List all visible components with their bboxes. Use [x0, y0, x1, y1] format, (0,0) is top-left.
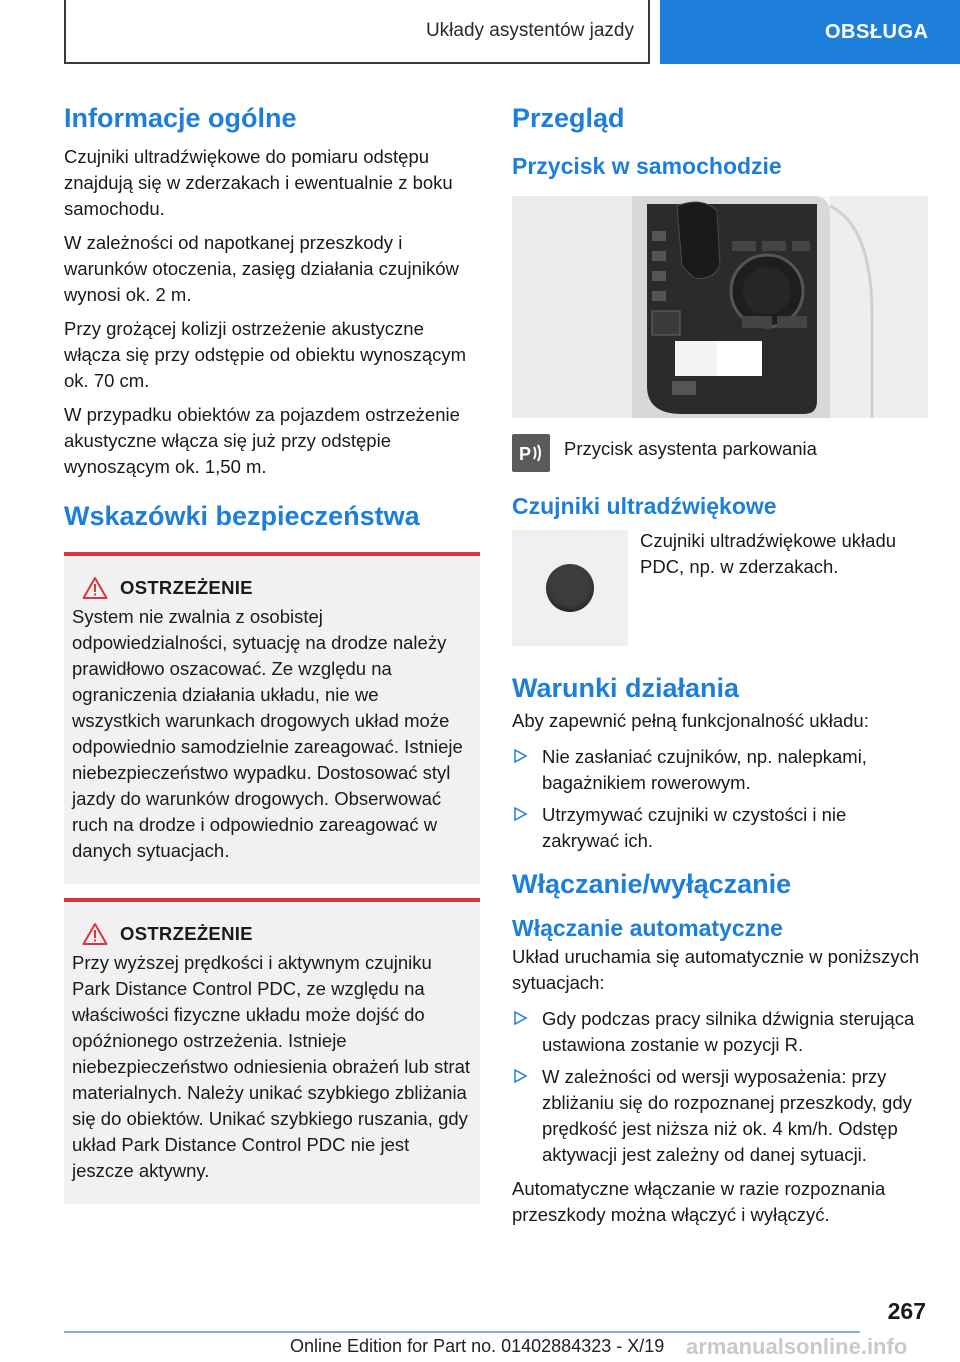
- sensors-text: Czujniki ultradźwiękowe układu PDC, np. w zderzakach.: [640, 530, 897, 577]
- heading-general: Informacje ogólne: [64, 103, 297, 133]
- paragraph-1: Czujniki ultradźwiękowe do pomiaru odstępu znajdują się w zderzakach i ewentualnie z boku samochodu.: [64, 146, 453, 219]
- warning-triangle-icon: [82, 576, 108, 600]
- page-number: 267: [887, 1298, 926, 1324]
- sensor-icon: [546, 564, 594, 612]
- triangle-bullet-icon: [512, 748, 528, 764]
- heading-overview: Przegląd: [512, 103, 625, 133]
- auto-list: [512, 1006, 928, 1168]
- list-item-text: Nie zasłaniać czujników, np. nalepkami, bagażnikiem rowerowym.: [542, 746, 867, 793]
- sensor-photo: [512, 530, 628, 646]
- warning-text: System nie zwalnia z osobistej odpowiedzialności, sytuację na drodze należy prawidłowo oszacować. Ze względu na ograniczenia działania układu, nie we wszystkich warunkach drogowych układ może odpowiednio samodzielnie zareagować. Istnieje niebezpieczeństwo wypadku. Dostosować styl jazdy do warunków drogowych. Obserwować ruch na drodze i odpowiednio zareagować w danych sytuacjach.: [72, 606, 463, 861]
- heading-conditions: Warunki działania: [512, 673, 740, 703]
- warning-box-2: [64, 898, 480, 1204]
- triangle-bullet-icon: [512, 1010, 528, 1026]
- conditions-list: [512, 744, 928, 854]
- list-item: [512, 744, 928, 796]
- warning-title: OSTRZEŻENIE: [120, 577, 253, 598]
- auto-outro: Automatyczne włączanie w razie rozpoznania przeszkody można włączyć i wyłączyć.: [512, 1178, 886, 1225]
- list-item: [512, 802, 928, 854]
- button-caption: Przycisk asystenta parkowania: [564, 438, 817, 459]
- header-chapter-tab: [660, 0, 960, 64]
- list-item: [512, 1064, 928, 1168]
- triangle-bullet-icon: [512, 806, 528, 822]
- auto-intro: Układ uruchamia się automatycznie w poniższych sytuacjach:: [512, 946, 920, 993]
- right-column: [512, 100, 928, 1236]
- warning-triangle-icon: [82, 922, 108, 946]
- list-item-text: Gdy podczas pracy silnika dźwignia sterująca ustawiona zostanie w pozycji R.: [542, 1008, 915, 1055]
- paragraph-2: W zależności od napotkanej przeszkody i warunków otoczenia, zasięg działania czujników wynosi ok. 2 m.: [64, 232, 459, 305]
- heading-button: Przycisk w samochodzie: [512, 153, 782, 179]
- heading-sensors: Czujniki ultradźwiękowe: [512, 493, 777, 519]
- paragraph-4: W przypadku obiektów za pojazdem ostrzeżenie akustyczne włącza się już przy odstępie wynoszącym ok. 1,50 m.: [64, 404, 460, 477]
- warning-title: OSTRZEŻENIE: [120, 923, 253, 944]
- conditions-intro: Aby zapewnić pełną funkcjonalność układu:: [512, 710, 869, 731]
- list-item-text: W zależności od wersji wyposażenia: przy zbliżaniu się do rozpoznanej przeszkody, gdy prędkość jest niższa niż ok. 4 km/h. Odstęp aktywacji jest zależny od danej sytuacji.: [542, 1066, 912, 1165]
- heading-safety: Wskazówki bezpieczeństwa: [64, 501, 420, 531]
- sensors-row: [512, 528, 928, 646]
- svg-text:P: P: [519, 444, 532, 464]
- warning-header: [72, 576, 472, 600]
- heading-onoff: Włączanie/wyłączanie: [512, 869, 792, 899]
- header-section-box: [64, 0, 650, 64]
- watermark: armanualsonline.info: [686, 1334, 908, 1359]
- park-assist-icon: [512, 434, 550, 472]
- button-caption-row: [512, 434, 928, 472]
- edition-text: Online Edition for Part no. 01402884323 - X/19: [290, 1336, 665, 1356]
- warning-text: Przy wyższej prędkości i aktywnym czujniku Park Distance Control PDC, ze względu na właściwości fizyczne układu może dojść do opóźnionego ostrzeżenia. Istnieje niebezpieczeństwo odniesienia obrażeń lub strat materialnych. Należy unikać szybkiego zbliżania się do obiektów. Unikać szybkiego ruszania, gdy układ Park Distance Control PDC nie jest jeszcze aktywny.: [72, 952, 471, 1181]
- center-console-photo: [512, 196, 928, 418]
- list-item: [512, 1006, 928, 1058]
- warning-header: [72, 922, 472, 946]
- warning-box-1: [64, 552, 480, 884]
- center-console-illustration: [512, 196, 928, 418]
- footer-divider: [64, 1331, 860, 1333]
- header-chapter-title: OBSŁUGA: [825, 20, 929, 43]
- triangle-bullet-icon: [512, 1068, 528, 1084]
- list-item-text: Utrzymywać czujniki w czystości i nie zakrywać ich.: [542, 804, 847, 851]
- heading-auto: Włączanie automatyczne: [512, 915, 783, 941]
- left-column: [64, 100, 480, 1218]
- paragraph-3: Przy grożącej kolizji ostrzeżenie akustyczne włącza się przy odstępie od obiektu wynoszącym ok. 70 cm.: [64, 318, 467, 391]
- header-section-title: Układy asystentów jazdy: [425, 20, 634, 41]
